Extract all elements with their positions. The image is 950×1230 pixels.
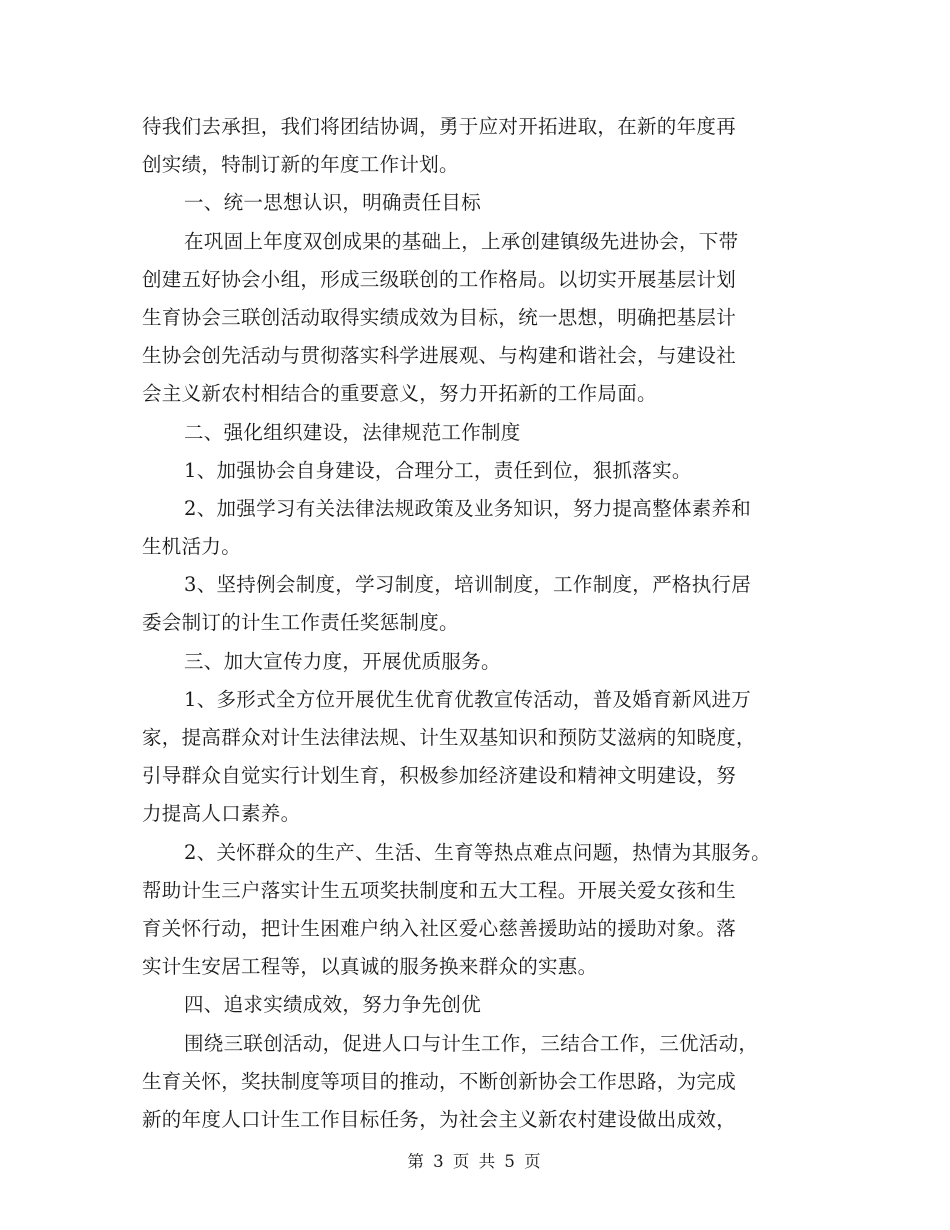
text-line: 1、多形式全方位开展优生优育优教宣传活动，普及婚育新风进万 [184, 687, 752, 711]
text-line: 创实绩，特制订新的年度工作计划。 [142, 153, 459, 177]
text-line: 在巩固上年度双创成果的基础上，上承创建镇级先进协会，下带 [184, 229, 739, 253]
text-line: 3、坚持例会制度，学习制度，培训制度，工作制度，严格执行居 [184, 573, 752, 597]
text-line: 委会制订的计生工作责任奖惩制度。 [142, 611, 459, 635]
text-line: 生协会创先活动与贯彻落实科学进展观、与构建和谐社会，与建设社 [142, 344, 737, 368]
text-line: 围绕三联创活动，促进人口与计生工作，三结合工作，三优活动， [184, 1031, 759, 1055]
text-line: 实计生安居工程等，以真诚的服务换来群众的实惠。 [142, 955, 598, 979]
document-body [142, 108, 822, 1139]
text-line: 二、强化组织建设，法律规范工作制度 [184, 420, 521, 444]
text-line: 一、统一思想认识，明确责任目标 [184, 191, 482, 215]
text-line: 新的年度人口计生工作目标任务，为社会主义新农村建设做出成效， [142, 1107, 737, 1131]
text-line: 家，提高群众对计生法律法规、计生双基知识和预防艾滋病的知晓度， [142, 726, 756, 749]
text-line: 创建五好协会小组，形成三级联创的工作格局。以切实开展基层计划 [142, 267, 737, 291]
text-line: 1、加强协会自身建设，合理分工，责任到位，狠抓落实。 [184, 458, 692, 482]
text-line: 引导群众自觉实行计划生育，积极参加经济建设和精神文明建设，努 [142, 764, 737, 788]
text-line: 待我们去承担，我们将团结协调，勇于应对开拓进取，在新的年度再 [142, 115, 737, 138]
text-line: 三、加大宣传力度，开展优质服务。 [184, 649, 501, 673]
text-line: 2、关怀群众的生产、生活、生育等热点难点问题，热情为其服务。 [184, 840, 771, 864]
text-line: 生育协会三联创活动取得实绩成效为目标，统一思想，明确把基层计 [142, 305, 737, 329]
text-line: 生机活力。 [142, 535, 242, 559]
text-line: 力提高人口素养。 [142, 802, 301, 826]
text-line: 四、追求实绩成效，努力争先创优 [184, 993, 482, 1017]
text-line: 2、加强学习有关法律法规政策及业务知识，努力提高整体素养和 [184, 496, 752, 520]
page-footer: 第 3 页 共 5 页 [407, 1152, 543, 1171]
text-line: 会主义新农村相结合的重要意义，努力开拓新的工作局面。 [142, 382, 657, 406]
text-line: 生育关怀，奖扶制度等项目的推动，不断创新协会工作思路，为完成 [142, 1069, 737, 1093]
text-line: 帮助计生三户落实计生五项奖扶制度和五大工程。开展关爱女孩和生 [142, 878, 737, 902]
text-line: 育关怀行动，把计生困难户纳入社区爱心慈善援助站的援助对象。落 [142, 916, 737, 940]
